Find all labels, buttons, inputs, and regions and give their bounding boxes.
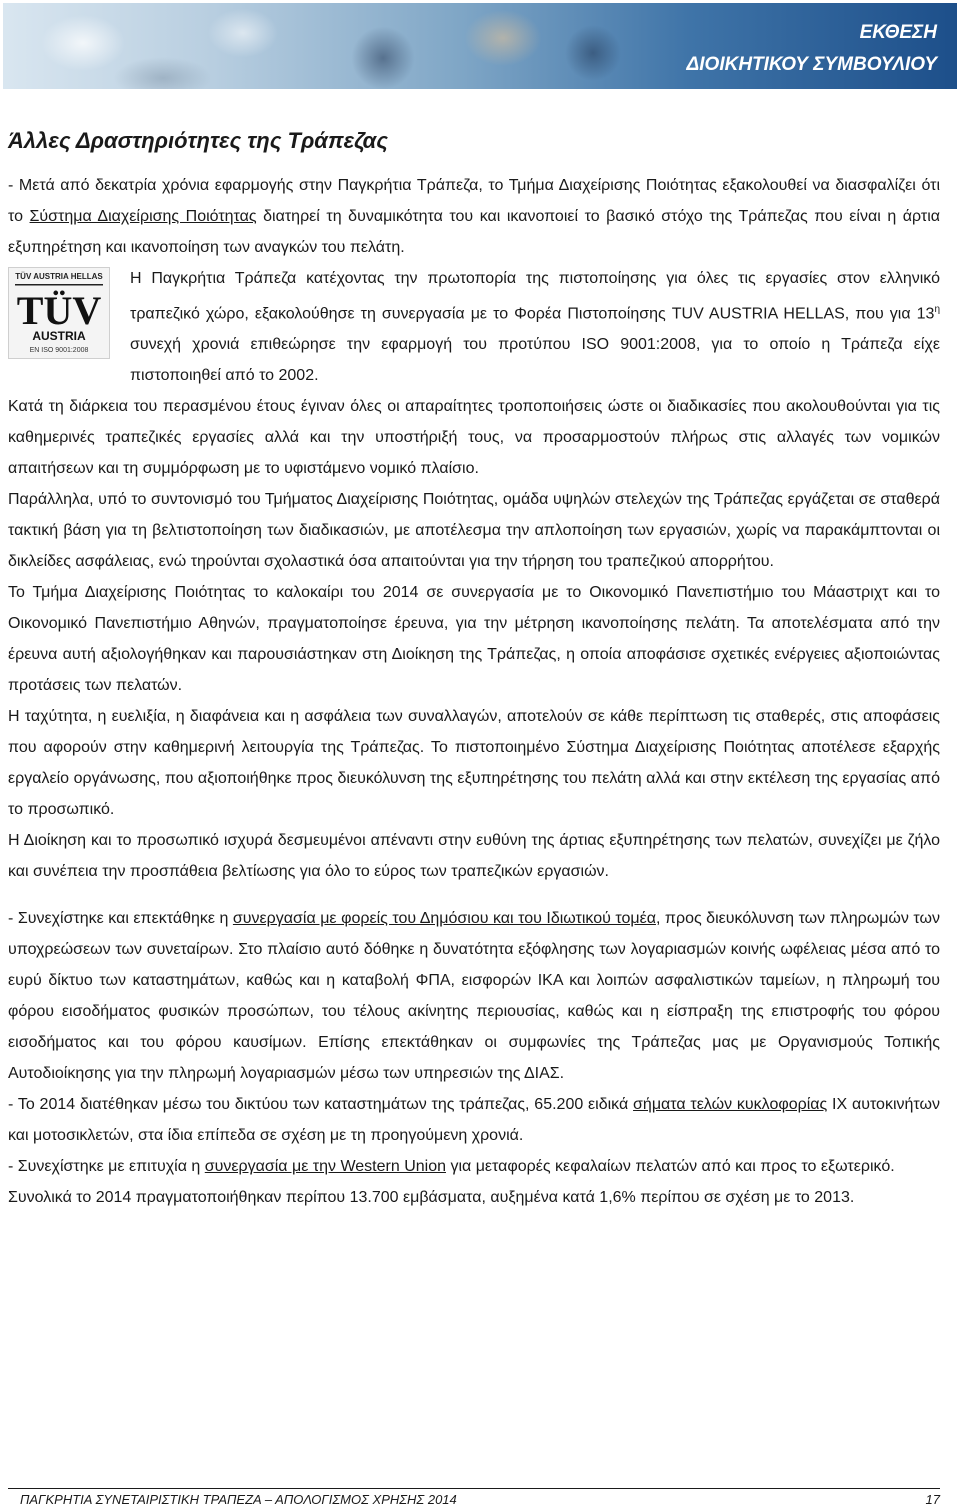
bullet-public-private-cooperation <box>8 903 940 1089</box>
report-header-title <box>687 17 937 81</box>
page-number: 17 <box>925 1492 940 1507</box>
paragraph-optimization: Παράλληλα, υπό το συντονισμό του Τμήματος Διαχείρισης Ποιότητας, ομάδα υψηλών στελεχών της Τράπεζας εργάζεται σε σταθερά τακτική βάση για τη βελτιστοποίηση των διαδικασιών, με αποτέλεσμα την απλοποίηση των εργασιών, χωρίς να παρακάμπτονται οι δικλείδες ασφάλειας, ενώ τηρούνται σχολαστικά όσα απαιτούνται για την τήρηση του τραπεζικού απορρήτου. <box>8 491 940 571</box>
section-title: Άλλες Δραστηριότητες της Τράπεζας <box>8 128 388 153</box>
tuv-austria-logo <box>8 267 110 359</box>
paragraph-text: ΙΧ αυτοκινήτων και μοτοσικλετών, στα ίδια επίπεδα σε σχέση με τη προηγούμενη χρονιά. <box>8 1096 940 1145</box>
circulation-stickers-link[interactable]: σήματα τελών κυκλοφορίας <box>633 1096 828 1114</box>
header-title-line1: ΕΚΘΕΣΗ <box>859 22 937 43</box>
paragraph-summary: Συνολικά το 2014 πραγματοποιήθηκαν περίπου 13.700 εμβάσματα, αυξημένα κατά 1,6% περίπου σε σχέση με το 2013. <box>8 1189 855 1207</box>
paragraph-commitment: Η Διοίκηση και το προσωπικό ισχυρά δεσμευμένοι απέναντι στην ευθύνη της άρτιας εξυπηρέτησης των πελατών, συνεχίζει με ζήλο και συνέπεια την προσπάθεια βελτίωσης για όλο το εύρος των τραπεζικών εργασιών. <box>8 832 940 881</box>
main-content <box>8 128 940 1213</box>
paragraph-text: - Συνεχίστηκε με επιτυχία η <box>8 1158 205 1176</box>
paragraph-speed-flexibility: Η ταχύτητα, η ευελιξία, η διαφάνεια και η ασφάλεια των συναλλαγών, αποτελούν σε κάθε περίπτωση τις σταθερές, στις αποφάσεις που αφορούν στην καθημερινή λειτουργία της Τράπεζας. Το πιστοποιημένο Σύστημα Διαχείρισης Ποιότητας αποτέλεσε εξαρχής εργαλείο οργάνωσης, που αξιοποιήθηκε προς διευκόλυνση της εξυπηρέτησης του πελάτη αλλά και στην εκτέλεση της εργασίας από το προσωπικό. <box>8 708 940 819</box>
certification-text <box>130 263 940 391</box>
logo-brand: TÜV <box>16 288 102 333</box>
paragraph-survey: Το Τμήμα Διαχείρισης Ποιότητας το καλοκαίρι του 2014 σε συνεργασία με το Οικονομικό Πανεπιστήμιο του Μάαστριχτ και το Οικονομικό Πανεπιστήμιο Αθηνών, πραγματοποίησε έρευνα, για την μέτρηση ικανοποίησης πελάτη. Τα αποτελέσματα από την έρευνα αυτή αξιολογήθηκαν και παρουσιάστηκαν στη Διοίκηση της Τράπεζας, η οποία αποφάσισε σχετικές ενέργειες αξιοποιώντας προτάσεις των πελατών. <box>8 584 940 695</box>
paragraph-text: - Το 2014 διατέθηκαν μέσω του δικτύου των καταστημάτων της τράπεζας, 65.200 ειδικά <box>8 1096 634 1114</box>
superscript: η <box>934 304 940 315</box>
bullet-western-union <box>8 1151 940 1182</box>
page-footer <box>8 1488 940 1507</box>
spacer <box>8 887 940 903</box>
paragraph-text: - Συνεχίστηκε και επεκτάθηκε η <box>8 910 233 928</box>
logo-standard: EN ISO 9001:2008 <box>29 347 89 354</box>
paragraph-text: Η Παγκρήτια Τράπεζα κατέχοντας την πρωτοπορία της πιστοποίησης για όλες τις εργασίες στον ελληνικό τραπεζικό χώρο, εξακολούθησε τη συνεργασία με το Φορέα Πιστοποίησης TUV AUSTRIA HELLAS, που για 13 <box>130 270 940 323</box>
western-union-link[interactable]: συνεργασία με την Western Union <box>204 1158 446 1176</box>
paragraph-quality-system <box>8 170 940 263</box>
paragraph-text: - Μετά από δεκατρία χρόνια εφαρμογής στην Παγκρήτια Τράπεζα, το Τμήμα Διαχείρισης Ποιότητας εξακολουθεί να διασφαλίζει ότι το <box>8 177 940 225</box>
paragraph-tuv <box>130 263 940 391</box>
public-private-cooperation-link[interactable]: συνεργασία με φορείς του Δημόσιου και του Ιδιωτικού τομέα <box>232 910 656 928</box>
bullet-circulation-stickers <box>8 1089 940 1151</box>
paragraph-text: συνεχή χρονιά επιθεώρησε την εφαρμογή του προτύπου ISO 9001:2008, για το οποίο η Τράπεζα είχε πιστοποιηθεί από το 2002. <box>130 336 940 385</box>
paragraph-text: διατηρεί τη δυναμικότητα του και ικανοποιεί το βασικό στόχο της Τράπεζας που είναι η άρτια εξυπηρέτηση και ικανοποίηση των αναγκών του πελάτη. <box>8 208 941 256</box>
paragraph-text: για μεταφορές κεφαλαίων πελατών από και προς το εξωτερικό. <box>446 1158 895 1176</box>
quality-system-link[interactable]: Σύστημα Διαχείρισης Ποιότητας <box>29 208 257 225</box>
certification-block <box>8 263 940 391</box>
logo-top-text: TÜV AUSTRIA HELLAS <box>15 272 103 281</box>
paragraph-procedures: Κατά τη διάρκεια του περασμένου έτους έγιναν όλες οι απαραίτητες τροποποιήσεις ώστε οι διαδικασίες που ακολουθούνται για τις καθημερινές τραπεζικές εργασίες αλλά και την υποστήριξή τους, να προσαρμοστούν πλήρως στις αλλαγές των νομικών απαιτήσεων και τη συμμόρφωση με το υφιστάμενο νομικό πλαίσιο. <box>8 398 940 478</box>
header-banner <box>3 3 957 89</box>
header-title-line2: ΔΙΟΙΚΗΤΙΚΟΥ ΣΥΜΒΟΥΛΙΟΥ <box>686 54 937 75</box>
banner-photo <box>3 3 663 89</box>
footer-title: ΠΑΓΚΡΗΤΙΑ ΣΥΝΕΤΑΙΡΙΣΤΙΚΗ ΤΡΑΠΕΖΑ – ΑΠΟΛΟΓΙΣΜΟΣ ΧΡΗΣΗΣ 2014 <box>20 1492 457 1507</box>
paragraph-text: , προς διευκόλυνση των πληρωμών των υποχρεώσεων των συνεταίρων. Στο πλαίσιο αυτό δόθηκε η δυνατότητα εξόφλησης των λογαριασμών κοινής ωφέλειας μέσα από το ευρύ δίκτυο των καταστημάτων, καθώς και η καταβολή ΦΠΑ, εισφορών ΙΚΑ και λοιπών ασφαλιστικών ταμείων, η πληρωμή του φόρου εισοδήματος φυσικών προσώπων, του τέλους ακίνητης περιουσίας, καθώς και η είσπραξη της επιστροφής του φόρου εισοδήματος και του φόρου καυσίμων. Επίσης επεκτάθηκαν οι συμφωνίες της Τράπεζας μας με Οργανισμούς Τοπικής Αυτοδιοίκησης για την πληρωμή λογαριασμών μέσω των υπηρεσιών της ΔΙΑΣ. <box>8 910 940 1083</box>
logo-country: AUSTRIA <box>32 329 86 343</box>
